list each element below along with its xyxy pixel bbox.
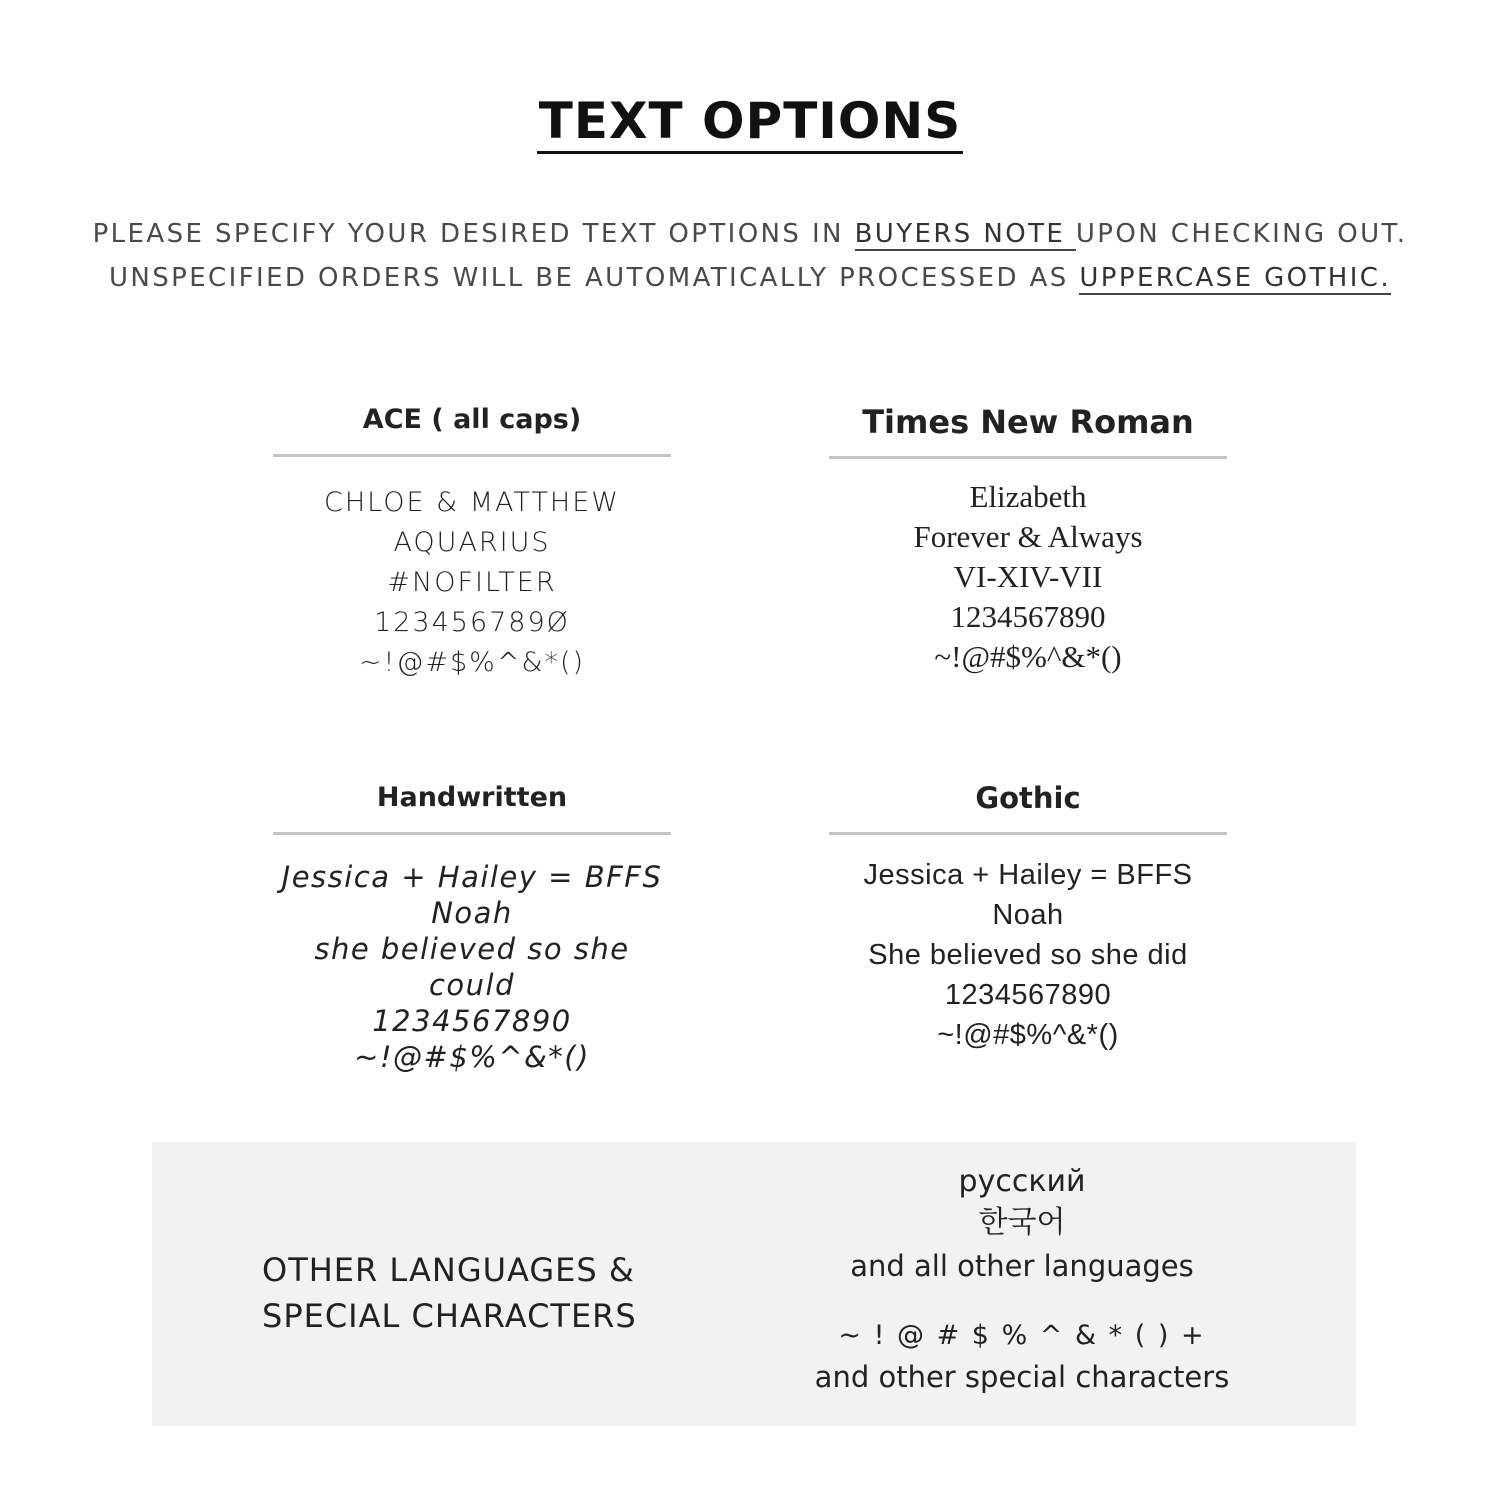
font-sample-line: Noah [431,896,513,930]
russian-sample: русский [958,1164,1086,1199]
font-option-heading: Handwritten [376,782,568,813]
font-sample-line: 1234567890 [372,1004,572,1038]
font-sample-line: ~!@#$%^&*() [358,647,586,678]
font-sample-line: she believed so she could [314,932,630,1002]
instructions-text: PLEASE SPECIFY YOUR DESIRED TEXT OPTIONS IN [92,219,855,249]
font-sample-line: VI-XIV-VII [953,559,1103,594]
font-sample-line: Jessica + Hailey = BFFS [863,859,1193,891]
font-option-handwritten [273,778,671,1075]
page-title [0,92,1500,150]
other-languages-label-line: OTHER LANGUAGES & [262,1251,635,1289]
heading-divider [829,456,1227,459]
font-sample-line: #NOFILTER [387,567,557,598]
font-sample-line: Forever & Always [913,519,1143,554]
font-sample-line: ~!@#$%^&*() [937,1019,1119,1051]
font-sample-list [273,483,671,683]
font-sample-line: ~!@#$%^&*() [354,1040,590,1074]
font-option-times-new-roman [829,400,1227,677]
page-title-text: TEXT OPTIONS [537,92,964,154]
languages-note: and all other languages [850,1249,1194,1283]
other-languages-box [152,1142,1356,1426]
other-languages-examples [812,1162,1232,1398]
font-sample-line: She believed so she did [868,939,1188,971]
korean-sample: 한국어 [978,1205,1066,1240]
heading-divider [273,454,671,457]
instructions [0,212,1500,300]
font-option-ace [273,400,671,683]
font-sample-line: 123456789Ø [374,607,570,638]
font-sample-line: 1234567890 [944,979,1112,1011]
font-sample-list [829,477,1227,677]
heading-divider [273,832,671,835]
instructions-text: UNSPECIFIED ORDERS WILL BE AUTOMATICALLY PROCESSED AS [108,263,1080,293]
default-option-highlight: UPPERCASE GOTHIC. [1079,263,1392,293]
instructions-line-1 [0,212,1500,256]
other-languages-label [262,1247,637,1339]
instructions-line-2 [0,256,1500,300]
font-sample-line: Noah [992,899,1064,931]
font-sample-list [273,859,671,1075]
font-option-heading: Times New Roman [862,403,1194,441]
font-sample-line: Jessica + Hailey = BFFS [281,860,663,894]
font-sample-line: AQUARIUS [393,527,551,558]
font-sample-line: CHLOE & MATTHEW [323,487,620,518]
font-sample-line: ~!@#$%^&*() [934,639,1122,674]
font-sample-line: Elizabeth [969,479,1087,514]
font-sample-list [829,855,1227,1055]
font-option-heading: ACE ( all caps) [362,404,582,435]
font-option-heading: Gothic [975,781,1081,815]
instructions-text: UPON CHECKING OUT. [1075,219,1408,249]
special-characters-sample: ~ ! @ # $ % ^ & * ( ) + [838,1320,1206,1351]
font-sample-line: 1234567890 [950,599,1106,634]
heading-divider [829,832,1227,835]
font-option-gothic [829,778,1227,1055]
buyers-note-highlight: BUYERS NOTE [854,219,1076,249]
special-characters-note: and other special characters [814,1360,1230,1394]
other-languages-label-line: SPECIAL CHARACTERS [262,1297,637,1335]
